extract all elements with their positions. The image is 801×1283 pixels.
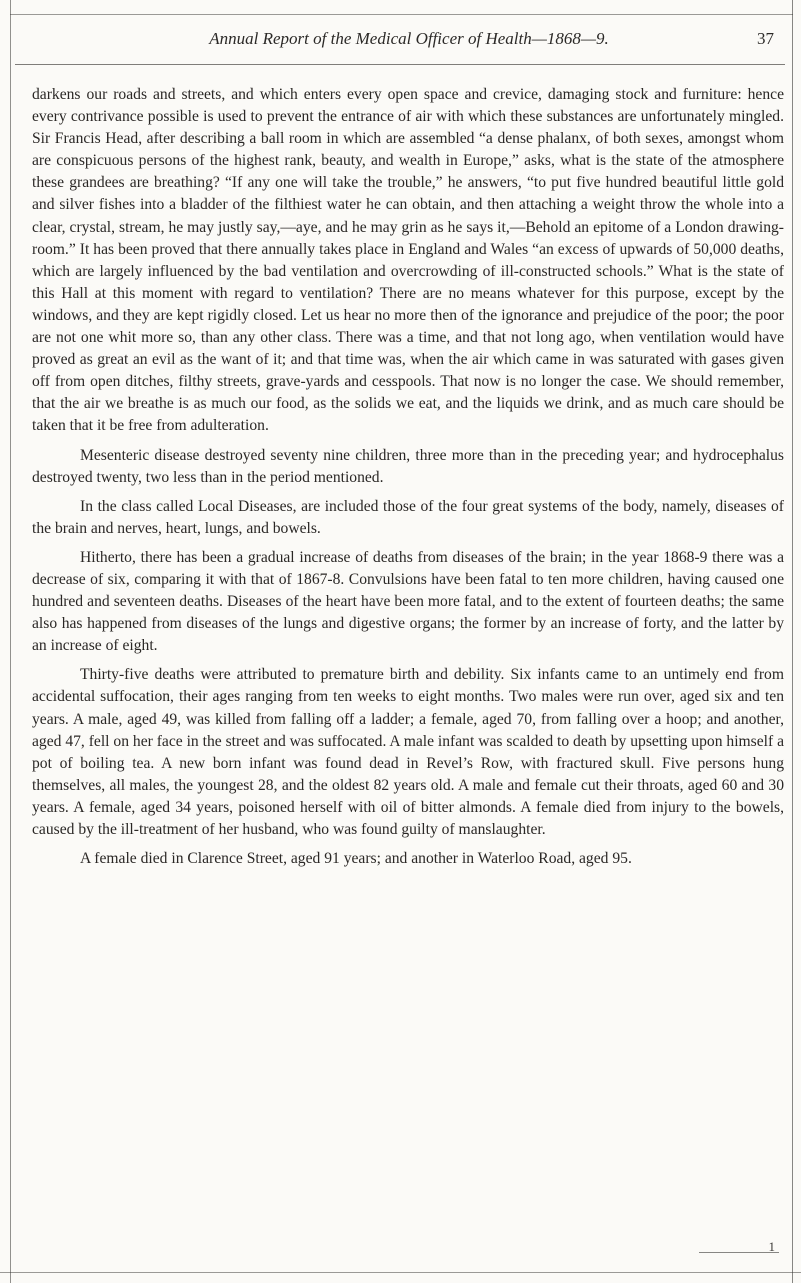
footer-rule — [699, 1252, 779, 1253]
page-edge-right — [792, 0, 793, 1283]
paragraph-ventilation: darkens our roads and streets, and which enters every open space and crevice, damaging stock and furniture: hence every contrivance possible is used to prevent the entrance of air with which these substances are unfortunately mingled. Sir Francis Head, after describing a ball room in which are assembled “a dense phalanx, of both sexes, amongst whom are conspicuous persons of the highest rank, beauty, and wealth in Europe,” asks, what is the state of the atmosphere these grandees are breathing? “If any one will take the trouble,” he answers, “to put five hundred beautiful little gold and silver fishes into a bladder of the filthiest water he can obtain, and then attaching a weight throw the whole into a clear, crystal, stream, he may justly say,—aye, and he may grin as he says it,—Behold an epitome of a London drawing-room.” It has been proved that there annually takes place in England and Wales “an excess of upwards of 50,000 deaths, which are largely influenced by the bad ventilation and overcrowding of ill-constructed schools.” What is the state of this Hall at this moment with regard to ventilation? There are no means whatever for this purpose, except by the windows, and they are kept rigidly closed. Let us hear no more then of the ignorance and prejudice of the poor; the poor are not one whit more so, than any other class. There was a time, and that not long ago, when ventilation would have proved as great an evil as the want of it; and that time was, when the air which came in was saturated with gases given off from open ditches, filthy streets, grave-yards and cesspools. That now is no longer the case. We should remember, that the air we breathe is as much our food, as the solids we eat, and the liquids we drink, and as much care should be taken that it be free from adulteration. — [32, 86, 784, 435]
page-edge-top — [10, 14, 793, 15]
header-rule — [15, 64, 785, 65]
paragraph-brain-diseases: Hitherto, there has been a gradual increase of deaths from diseases of the brain; in the year 1868-9 there was a decrease of six, comparing it with that of 1867-8. Convulsions have been fatal to ten more children, having caused one hundred and seventeen deaths. Diseases of the heart have been more fatal, and to the extent of fourteen deaths; the same also has happened from diseases of the lungs and digestive organs; the former by an increase of forty, and the latter by an increase of eight. — [32, 548, 784, 655]
body-text — [32, 84, 784, 870]
paragraph-mesenteric: Mesenteric disease destroyed seventy nine children, three more than in the preceding year; and hydrocephalus destroyed twenty, two less than in the period mentioned. — [32, 446, 784, 486]
page-edge-bottom — [0, 1272, 801, 1273]
paragraph-aged-deaths: A female died in Clarence Street, aged 91 years; and another in Waterloo Road, aged 95. — [80, 850, 632, 868]
paragraph-accidents: Thirty-five deaths were attributed to premature birth and debility. Six infants came to an untimely end from accidental suffocation, their ages ranging from ten weeks to eight months. Two males were run over, aged six and ten years. A male, aged 49, was killed from falling off a ladder; a female, aged 70, from falling over a hoop; and another, aged 47, fell on her face in the street and was suffocated. A male infant was scalded to death by upsetting upon himself a pot of boiling tea. A new born infant was found dead in Revel’s Row, with fractured skull. Five persons hung themselves, all males, the youngest 28, and the oldest 82 years old. A male and female cut their throats, aged 60 and 30 years. A female, aged 34 years, poisoned herself with oil of bitter almonds. A female died from injury to the bowels, caused by the ill-treatment of her husband, who was found guilty of manslaughter. — [32, 666, 784, 838]
page-edge-left — [10, 0, 11, 1283]
footer-mark: 1 — [768, 1239, 775, 1254]
paragraph-local-diseases: In the class called Local Diseases, are included those of the four great systems of the body, namely, diseases of the brain and nerves, heart, lungs, and bowels. — [32, 497, 784, 537]
running-header — [34, 24, 784, 54]
page-number: 37 — [757, 29, 774, 48]
header-title: Annual Report of the Medical Officer of Health—1868—9. — [209, 29, 609, 48]
